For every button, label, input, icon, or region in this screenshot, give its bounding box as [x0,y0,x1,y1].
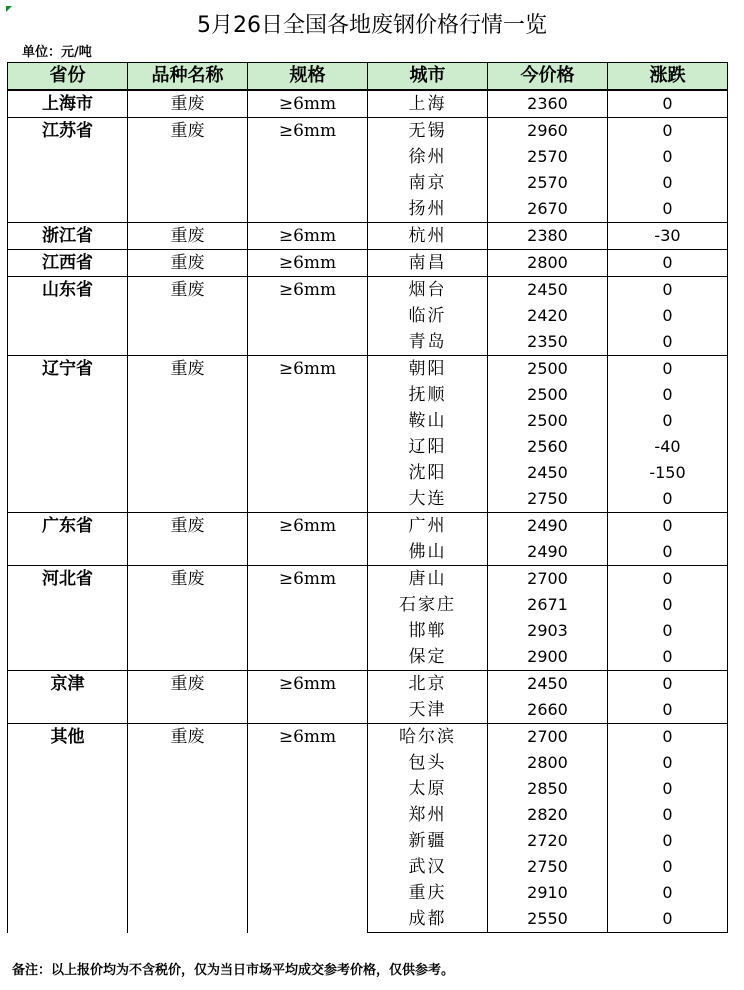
header-province: 省份 [8,63,128,91]
change-cell: 0 [608,750,728,776]
price-cell: 2750 [488,854,608,880]
price-cell: 2350 [488,329,608,356]
change-cell: -150 [608,460,728,486]
change-cell: 0 [608,118,728,145]
price-cell: 2660 [488,697,608,724]
header-price: 今价格 [488,63,608,91]
province-cell: 山东省 [8,277,128,356]
city-cell: 包头 [368,750,488,776]
price-cell: 2490 [488,513,608,540]
change-cell: 0 [608,880,728,906]
change-cell: 0 [608,802,728,828]
change-cell: 0 [608,618,728,644]
city-cell: 南京 [368,170,488,196]
city-cell: 无锡 [368,118,488,145]
table-row [8,250,728,277]
change-cell: 0 [608,828,728,854]
city-cell: 抚顺 [368,382,488,408]
change-cell: 0 [608,196,728,223]
change-cell: 0 [608,906,728,933]
category-cell: 重废 [128,223,248,250]
table-row [8,566,728,593]
city-cell: 烟台 [368,277,488,304]
city-cell: 鞍山 [368,408,488,434]
province-cell: 浙江省 [8,223,128,250]
city-cell: 保定 [368,644,488,671]
price-cell: 2820 [488,802,608,828]
price-cell: 2550 [488,906,608,933]
category-cell: 重废 [128,566,248,671]
spec-cell: ≥6mm [248,566,368,671]
table-row [8,356,728,383]
price-cell: 2800 [488,750,608,776]
price-cell: 2450 [488,671,608,698]
price-cell: 2560 [488,434,608,460]
change-cell: 0 [608,644,728,671]
change-cell: 0 [608,408,728,434]
change-cell: 0 [608,592,728,618]
table-row [8,223,728,250]
city-cell: 邯郸 [368,618,488,644]
change-cell: 0 [608,513,728,540]
change-cell: 0 [608,854,728,880]
city-cell: 佛山 [368,539,488,566]
table-body [8,90,728,933]
price-cell: 2450 [488,277,608,304]
city-cell: 新疆 [368,828,488,854]
spec-cell: ≥6mm [248,356,368,513]
header-city: 城市 [368,63,488,91]
city-cell: 辽阳 [368,434,488,460]
change-cell: 0 [608,776,728,802]
city-cell: 天津 [368,697,488,724]
city-cell: 广州 [368,513,488,540]
city-cell: 重庆 [368,880,488,906]
price-cell: 2850 [488,776,608,802]
change-cell: 0 [608,566,728,593]
category-cell: 重废 [128,724,248,933]
spec-cell: ≥6mm [248,671,368,724]
price-cell: 2500 [488,382,608,408]
spec-cell: ≥6mm [248,724,368,933]
city-cell: 太原 [368,776,488,802]
price-cell: 2750 [488,486,608,513]
table-row [8,671,728,698]
change-cell: 0 [608,697,728,724]
unit-label: 单位：元/吨 [22,45,92,60]
table-row [8,513,728,540]
price-cell: 2903 [488,618,608,644]
category-cell: 重废 [128,513,248,566]
category-cell: 重废 [128,671,248,724]
city-cell: 南昌 [368,250,488,277]
province-cell: 河北省 [8,566,128,671]
spec-cell: ≥6mm [248,513,368,566]
price-cell: 2670 [488,196,608,223]
city-cell: 徐州 [368,144,488,170]
city-cell: 朝阳 [368,356,488,383]
change-cell: 0 [608,486,728,513]
price-cell: 2570 [488,144,608,170]
change-cell: 0 [608,539,728,566]
change-cell: 0 [608,90,728,118]
city-cell: 成都 [368,906,488,933]
price-cell: 2960 [488,118,608,145]
change-cell: 0 [608,250,728,277]
city-cell: 郑州 [368,802,488,828]
spec-cell: ≥6mm [248,277,368,356]
price-cell: 2700 [488,724,608,751]
price-cell: 2800 [488,250,608,277]
change-cell: 0 [608,277,728,304]
province-cell: 京津 [8,671,128,724]
province-cell: 上海市 [8,90,128,118]
city-cell: 杭州 [368,223,488,250]
change-cell: 0 [608,724,728,751]
price-cell: 2570 [488,170,608,196]
city-cell: 哈尔滨 [368,724,488,751]
price-cell: 2671 [488,592,608,618]
change-cell: -30 [608,223,728,250]
table-row [8,90,728,118]
price-table [7,62,728,933]
category-cell: 重废 [128,277,248,356]
change-cell: 0 [608,382,728,408]
header-change: 涨跌 [608,63,728,91]
table-row [8,277,728,304]
city-cell: 青岛 [368,329,488,356]
price-cell: 2490 [488,539,608,566]
price-cell: 2720 [488,828,608,854]
city-cell: 上海 [368,90,488,118]
price-cell: 2700 [488,566,608,593]
province-cell: 其他 [8,724,128,933]
city-cell: 临沂 [368,303,488,329]
category-cell: 重废 [128,250,248,277]
province-cell: 江苏省 [8,118,128,223]
change-cell: 0 [608,170,728,196]
change-cell: -40 [608,434,728,460]
spec-cell: ≥6mm [248,118,368,223]
table-row [8,118,728,145]
change-cell: 0 [608,329,728,356]
province-cell: 江西省 [8,250,128,277]
city-cell: 大连 [368,486,488,513]
change-cell: 0 [608,303,728,329]
price-cell: 2450 [488,460,608,486]
category-cell: 重废 [128,356,248,513]
city-cell: 沈阳 [368,460,488,486]
footnote: 备注：以上报价均为不含税价，仅为当日市场平均成交参考价格，仅供参考。 [12,963,455,978]
city-cell: 唐山 [368,566,488,593]
page-title: 5月26日全国各地废钢价格行情一览 [197,13,547,38]
price-cell: 2500 [488,356,608,383]
header-category: 品种名称 [128,63,248,91]
change-cell: 0 [608,671,728,698]
price-cell: 2500 [488,408,608,434]
category-cell: 重废 [128,90,248,118]
spec-cell: ≥6mm [248,250,368,277]
province-cell: 辽宁省 [8,356,128,513]
city-cell: 扬州 [368,196,488,223]
category-cell: 重废 [128,118,248,223]
price-cell: 2420 [488,303,608,329]
change-cell: 0 [608,356,728,383]
spec-cell: ≥6mm [248,223,368,250]
city-cell: 石家庄 [368,592,488,618]
price-cell: 2910 [488,880,608,906]
spec-cell: ≥6mm [248,90,368,118]
header-row [8,63,728,91]
change-cell: 0 [608,144,728,170]
city-cell: 武汉 [368,854,488,880]
city-cell: 北京 [368,671,488,698]
table-row [8,724,728,751]
province-cell: 广东省 [8,513,128,566]
price-cell: 2900 [488,644,608,671]
header-spec: 规格 [248,63,368,91]
price-cell: 2360 [488,90,608,118]
price-cell: 2380 [488,223,608,250]
